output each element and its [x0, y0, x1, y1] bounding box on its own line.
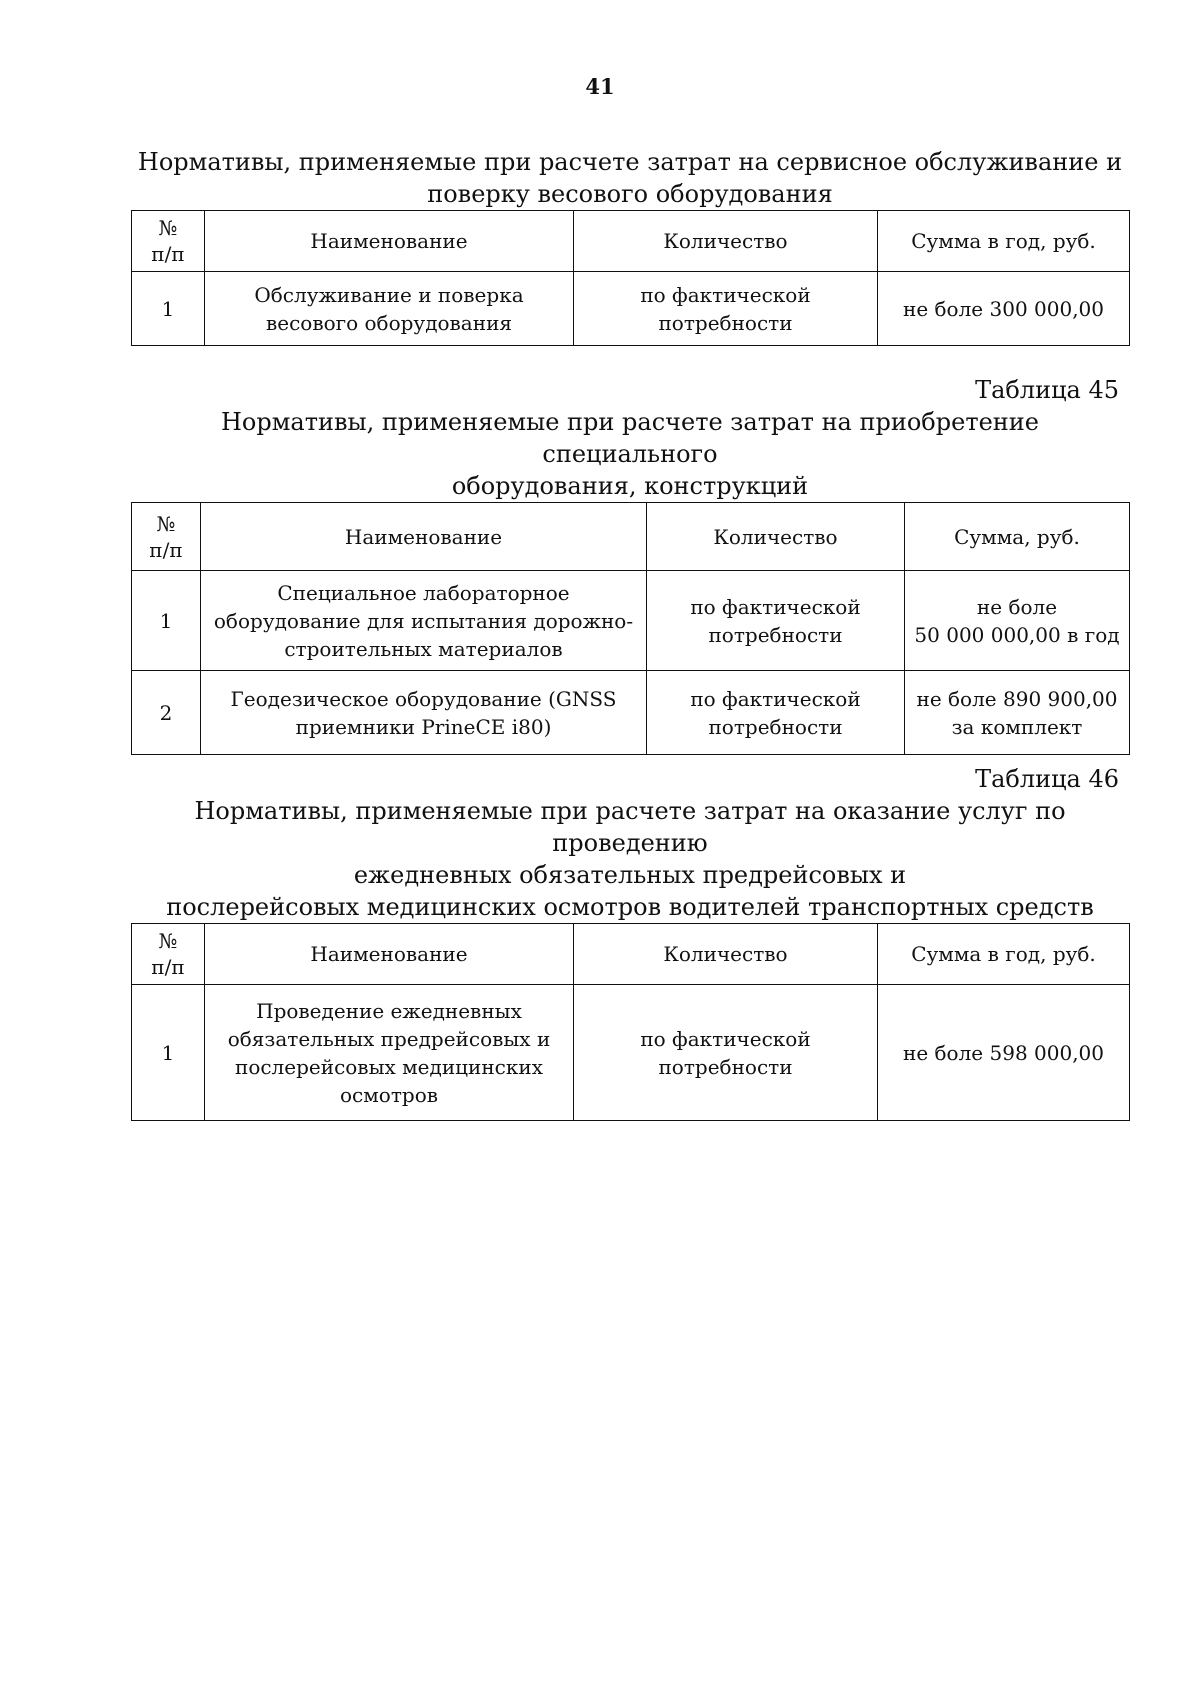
header-number [132, 924, 205, 985]
header-name: Наименование [205, 924, 574, 985]
header-sum: Сумма в год, руб. [878, 924, 1130, 985]
cell-line: Проведение ежедневных [256, 998, 522, 1023]
table-section-45 [131, 374, 1129, 755]
cell-sum [878, 985, 1130, 1121]
header-number-abbr: п/п [149, 537, 183, 562]
cell-quantity [647, 571, 905, 671]
cell-line: Специальное лабораторное [277, 580, 570, 605]
cell-name [205, 272, 574, 346]
cell-line: потребности [658, 310, 793, 335]
cell-line: обязательных предрейсовых и [227, 1026, 551, 1051]
table-title-line: ежедневных обязательных предрейсовых и [353, 861, 907, 889]
header-number [132, 211, 205, 272]
header-sum: Сумма, руб. [905, 503, 1130, 571]
cell-sum [905, 671, 1130, 755]
cell-quantity [574, 985, 878, 1121]
table-title [131, 146, 1129, 210]
header-quantity: Количество [647, 503, 905, 571]
header-number-symbol: № [158, 216, 178, 240]
cell-line: не боле 300 000,00 [902, 296, 1104, 321]
cell-line: 50 000 000,00 в год [914, 622, 1120, 647]
header-number-symbol: № [158, 929, 178, 953]
cell-line: не боле [976, 594, 1058, 619]
table-header-row [132, 924, 1130, 985]
table-title [131, 795, 1129, 923]
cell-line: потребности [708, 622, 843, 647]
cell-quantity [647, 671, 905, 755]
table-label: Таблица 46 [975, 765, 1119, 793]
cell-line: Обслуживание и поверка [254, 282, 524, 307]
cell-number: 1 [132, 985, 205, 1121]
cell-line: по фактической [640, 1026, 811, 1051]
table-label: Таблица 45 [975, 376, 1119, 404]
cell-sum [878, 272, 1130, 346]
header-name: Наименование [201, 503, 647, 571]
norms-table [131, 502, 1130, 755]
header-quantity: Количество [574, 211, 878, 272]
header-name: Наименование [205, 211, 574, 272]
cell-number: 2 [132, 671, 201, 755]
cell-line: весового оборудования [265, 310, 513, 335]
table-title-line: Нормативы, применяемые при расчете затрат на оказание услуг по проведению [194, 797, 1066, 857]
header-number [132, 503, 201, 571]
cell-line: Геодезическое оборудование (GNSS [230, 686, 617, 711]
cell-line: не боле 598 000,00 [902, 1040, 1104, 1065]
table-row [132, 985, 1130, 1121]
table-section-46 [131, 763, 1129, 1121]
norms-table [131, 923, 1130, 1121]
table-row [132, 571, 1130, 671]
table-row [132, 272, 1130, 346]
cell-line: осмотров [339, 1082, 438, 1107]
header-number-symbol: № [156, 511, 176, 536]
table-title-line: поверку весового оборудования [427, 180, 833, 208]
cell-line: приемники PrineCE i80) [295, 714, 552, 739]
cell-line: по фактической [690, 686, 861, 711]
cell-line: оборудование для испытания дорожно- [213, 608, 634, 633]
cell-sum [905, 571, 1130, 671]
norms-table [131, 210, 1130, 346]
cell-line: послерейсовых медицинских [234, 1054, 543, 1079]
cell-line: по фактической [690, 594, 861, 619]
table-title-line: Нормативы, применяемые при расчете затрат на сервисное обслуживание и [137, 148, 1123, 176]
table-header-row [132, 503, 1130, 571]
header-quantity: Количество [574, 924, 878, 985]
table-title-line: оборудования, конструкций [451, 472, 809, 500]
table-title-line: Нормативы, применяемые при расчете затрат на приобретение специального [221, 408, 1039, 468]
cell-name [205, 985, 574, 1121]
page-number: 41 [585, 74, 615, 99]
cell-name [201, 671, 647, 755]
table-row [132, 671, 1130, 755]
cell-line: не боле 890 900,00 [916, 686, 1118, 711]
cell-quantity [574, 272, 878, 346]
header-number-abbr: п/п [151, 242, 185, 266]
cell-number: 1 [132, 571, 201, 671]
cell-line: потребности [658, 1054, 793, 1079]
header-number-abbr: п/п [151, 955, 185, 979]
table-header-row [132, 211, 1130, 272]
cell-name [201, 571, 647, 671]
cell-number: 1 [132, 272, 205, 346]
cell-line: по фактической [640, 282, 811, 307]
cell-line: строительных материалов [284, 636, 563, 661]
table-title-line: послерейсовых медицинских осмотров водителей транспортных средств [166, 893, 1094, 921]
cell-line: за комплект [951, 714, 1083, 739]
header-sum: Сумма в год, руб. [878, 211, 1130, 272]
cell-line: потребности [708, 714, 843, 739]
table-section-weighing-equipment [131, 146, 1129, 346]
table-title [131, 406, 1129, 502]
